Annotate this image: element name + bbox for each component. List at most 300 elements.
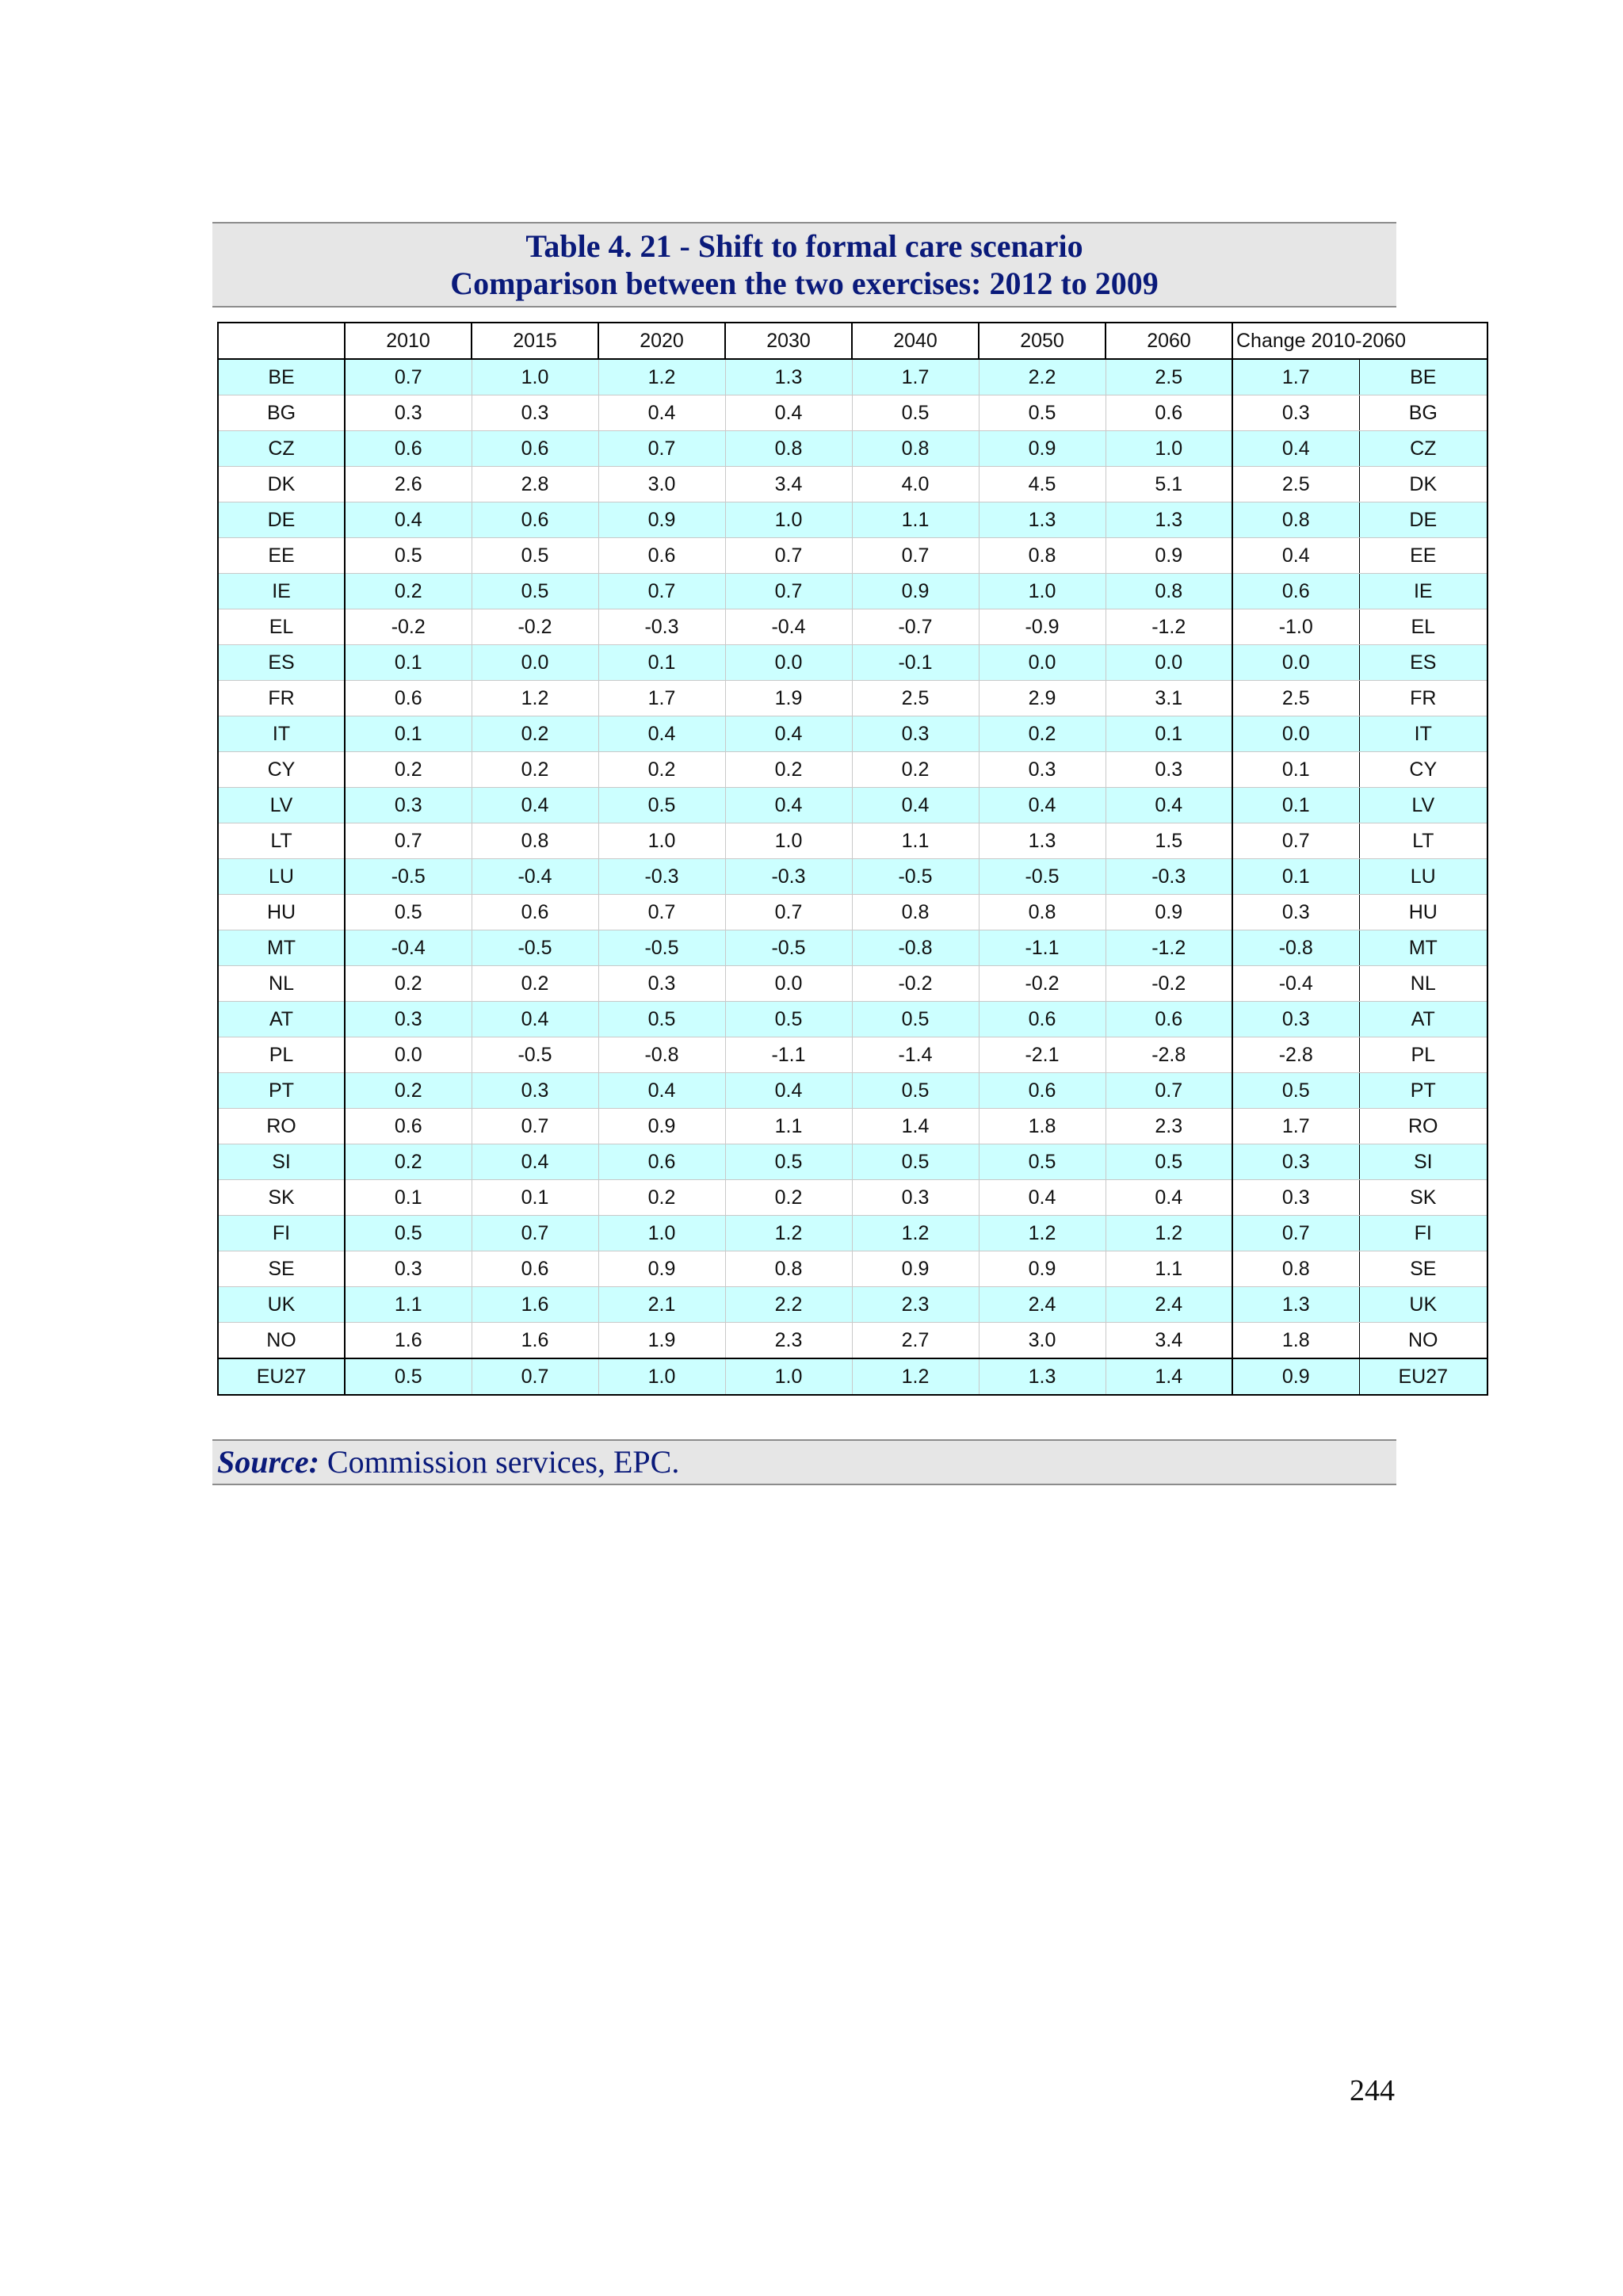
value-cell: 2.3 (1106, 1109, 1232, 1144)
value-cell: 0.0 (725, 966, 852, 1002)
value-cell: 0.1 (345, 1180, 472, 1216)
table-row (218, 752, 1487, 788)
value-cell: 1.2 (1106, 1216, 1232, 1251)
value-cell: 0.3 (979, 752, 1106, 788)
value-cell: 2.2 (725, 1287, 852, 1323)
table-row (218, 1251, 1487, 1287)
country-code-cell: SK (1359, 1180, 1487, 1216)
value-cell: 0.2 (472, 752, 598, 788)
change-cell: 1.8 (1232, 1323, 1359, 1359)
value-cell: -0.7 (852, 609, 979, 645)
country-code-cell: DK (218, 467, 345, 502)
country-code-cell: EU27 (1359, 1358, 1487, 1395)
change-cell: 0.1 (1232, 752, 1359, 788)
header-year-cell: 2030 (725, 323, 852, 359)
country-code-cell: BG (1359, 395, 1487, 431)
table-row (218, 1358, 1487, 1395)
value-cell: 2.2 (979, 359, 1106, 395)
change-cell: 0.4 (1232, 538, 1359, 574)
value-cell: 0.0 (1106, 645, 1232, 681)
value-cell: 1.1 (725, 1109, 852, 1144)
table-row (218, 467, 1487, 502)
value-cell: 3.1 (1106, 681, 1232, 716)
country-code-cell: RO (218, 1109, 345, 1144)
country-code-cell: UK (218, 1287, 345, 1323)
value-cell: -0.3 (598, 859, 725, 895)
header-year-cell: 2010 (345, 323, 472, 359)
value-cell: 1.0 (725, 502, 852, 538)
value-cell: 0.6 (1106, 1002, 1232, 1037)
value-cell: 1.4 (852, 1109, 979, 1144)
value-cell: 0.6 (598, 1144, 725, 1180)
country-code-cell: MT (218, 930, 345, 966)
value-cell: 0.4 (598, 716, 725, 752)
value-cell: 0.6 (472, 431, 598, 467)
value-cell: 2.4 (979, 1287, 1106, 1323)
country-code-cell: EU27 (218, 1358, 345, 1395)
country-code-cell: LU (218, 859, 345, 895)
value-cell: -0.5 (598, 930, 725, 966)
country-code-cell: LV (218, 788, 345, 823)
value-cell: 0.0 (345, 1037, 472, 1073)
value-cell: -0.4 (472, 859, 598, 895)
value-cell: 0.3 (345, 1251, 472, 1287)
table-header-row (218, 323, 1487, 359)
header-year-cell: 2015 (472, 323, 598, 359)
country-code-cell: CY (1359, 752, 1487, 788)
country-code-cell: PT (218, 1073, 345, 1109)
country-code-cell: LT (1359, 823, 1487, 859)
country-code-cell: NL (218, 966, 345, 1002)
source-text: Commission services, EPC. (319, 1444, 680, 1480)
value-cell: 0.9 (598, 502, 725, 538)
country-code-cell: LV (1359, 788, 1487, 823)
value-cell: -0.2 (1106, 966, 1232, 1002)
value-cell: 0.8 (852, 431, 979, 467)
value-cell: 0.4 (725, 1073, 852, 1109)
country-code-cell: IE (1359, 574, 1487, 609)
value-cell: 5.1 (1106, 467, 1232, 502)
value-cell: 0.8 (1106, 574, 1232, 609)
value-cell: -0.5 (472, 930, 598, 966)
table-row (218, 895, 1487, 930)
value-cell: 0.2 (345, 574, 472, 609)
value-cell: 0.1 (345, 645, 472, 681)
value-cell: 0.9 (1106, 538, 1232, 574)
value-cell: 0.6 (598, 538, 725, 574)
value-cell: 0.3 (852, 716, 979, 752)
table-row (218, 859, 1487, 895)
country-code-cell: DK (1359, 467, 1487, 502)
value-cell: 0.2 (345, 1144, 472, 1180)
value-cell: 0.5 (979, 1144, 1106, 1180)
table-row (218, 538, 1487, 574)
value-cell: 0.4 (725, 716, 852, 752)
table-row (218, 1323, 1487, 1359)
value-cell: 1.0 (472, 359, 598, 395)
value-cell: 1.0 (725, 823, 852, 859)
change-cell: 0.9 (1232, 1358, 1359, 1395)
value-cell: 0.7 (345, 823, 472, 859)
value-cell: 0.1 (345, 716, 472, 752)
value-cell: -1.2 (1106, 930, 1232, 966)
value-cell: 1.6 (345, 1323, 472, 1359)
value-cell: 1.9 (598, 1323, 725, 1359)
value-cell: 0.8 (979, 538, 1106, 574)
value-cell: 1.3 (979, 823, 1106, 859)
value-cell: 0.3 (852, 1180, 979, 1216)
value-cell: -1.2 (1106, 609, 1232, 645)
header-corner-cell (218, 323, 345, 359)
value-cell: -0.4 (345, 930, 472, 966)
country-code-cell: DE (1359, 502, 1487, 538)
table-row (218, 788, 1487, 823)
value-cell: 1.2 (472, 681, 598, 716)
table-row (218, 681, 1487, 716)
value-cell: -0.3 (598, 609, 725, 645)
value-cell: 0.8 (979, 895, 1106, 930)
source-note (212, 1439, 1396, 1485)
value-cell: 0.6 (472, 895, 598, 930)
value-cell: 0.7 (725, 538, 852, 574)
value-cell: 0.3 (345, 395, 472, 431)
country-code-cell: ES (218, 645, 345, 681)
change-cell: 1.7 (1232, 1109, 1359, 1144)
change-cell: 0.0 (1232, 716, 1359, 752)
value-cell: 1.3 (979, 1358, 1106, 1395)
value-cell: -0.4 (725, 609, 852, 645)
value-cell: 0.8 (725, 431, 852, 467)
table-row (218, 1037, 1487, 1073)
value-cell: 0.0 (979, 645, 1106, 681)
change-cell: 0.0 (1232, 645, 1359, 681)
table-row (218, 823, 1487, 859)
table-row (218, 1180, 1487, 1216)
value-cell: 0.3 (472, 395, 598, 431)
value-cell: -0.3 (725, 859, 852, 895)
table-title-banner (212, 222, 1396, 308)
value-cell: 0.2 (598, 1180, 725, 1216)
value-cell: 0.5 (472, 538, 598, 574)
source-label: Source: (217, 1444, 319, 1480)
value-cell: 0.7 (345, 359, 472, 395)
country-code-cell: LU (1359, 859, 1487, 895)
value-cell: -2.1 (979, 1037, 1106, 1073)
value-cell: 0.7 (472, 1216, 598, 1251)
country-code-cell: UK (1359, 1287, 1487, 1323)
change-cell: 1.7 (1232, 359, 1359, 395)
value-cell: -0.5 (472, 1037, 598, 1073)
country-code-cell: RO (1359, 1109, 1487, 1144)
country-code-cell: CY (218, 752, 345, 788)
value-cell: 2.4 (1106, 1287, 1232, 1323)
value-cell: -0.2 (345, 609, 472, 645)
value-cell: 0.6 (472, 502, 598, 538)
value-cell: 0.7 (598, 574, 725, 609)
value-cell: 1.6 (472, 1323, 598, 1359)
change-cell: -0.4 (1232, 966, 1359, 1002)
value-cell: 0.6 (345, 681, 472, 716)
value-cell: 0.7 (472, 1109, 598, 1144)
value-cell: 0.4 (725, 788, 852, 823)
value-cell: 0.4 (979, 1180, 1106, 1216)
value-cell: 3.4 (725, 467, 852, 502)
value-cell: 0.9 (979, 431, 1106, 467)
value-cell: 1.0 (598, 823, 725, 859)
value-cell: 0.7 (725, 895, 852, 930)
country-code-cell: FI (218, 1216, 345, 1251)
value-cell: 1.3 (979, 502, 1106, 538)
table-row (218, 1287, 1487, 1323)
table-row (218, 502, 1487, 538)
value-cell: 0.5 (852, 1144, 979, 1180)
value-cell: 0.6 (345, 431, 472, 467)
value-cell: 0.7 (598, 431, 725, 467)
country-code-cell: NL (1359, 966, 1487, 1002)
value-cell: 0.4 (1106, 1180, 1232, 1216)
value-cell: 0.9 (598, 1109, 725, 1144)
country-code-cell: FI (1359, 1216, 1487, 1251)
value-cell: 2.3 (852, 1287, 979, 1323)
value-cell: 3.0 (979, 1323, 1106, 1359)
value-cell: 0.1 (1106, 716, 1232, 752)
country-code-cell: CZ (218, 431, 345, 467)
value-cell: 2.5 (852, 681, 979, 716)
value-cell: 0.8 (725, 1251, 852, 1287)
country-code-cell: NO (1359, 1323, 1487, 1359)
value-cell: 0.1 (598, 645, 725, 681)
value-cell: 0.5 (345, 1358, 472, 1395)
change-cell: 0.3 (1232, 395, 1359, 431)
value-cell: 0.6 (345, 1109, 472, 1144)
value-cell: 1.9 (725, 681, 852, 716)
value-cell: -0.2 (852, 966, 979, 1002)
change-cell: 0.1 (1232, 859, 1359, 895)
value-cell: 2.6 (345, 467, 472, 502)
value-cell: 1.2 (852, 1216, 979, 1251)
table-row (218, 966, 1487, 1002)
value-cell: 2.5 (1106, 359, 1232, 395)
country-code-cell: BE (1359, 359, 1487, 395)
change-cell: 1.3 (1232, 1287, 1359, 1323)
country-code-cell: FR (1359, 681, 1487, 716)
table-row (218, 395, 1487, 431)
header-year-cell: 2020 (598, 323, 725, 359)
table-subtitle: Comparison between the two exercises: 2012 to 2009 (450, 266, 1159, 301)
value-cell: 0.9 (1106, 895, 1232, 930)
table-row (218, 645, 1487, 681)
value-cell: 1.0 (725, 1358, 852, 1395)
value-cell: 0.7 (852, 538, 979, 574)
value-cell: -0.9 (979, 609, 1106, 645)
value-cell: -0.3 (1106, 859, 1232, 895)
value-cell: 0.5 (852, 1073, 979, 1109)
value-cell: 0.4 (472, 1144, 598, 1180)
value-cell: 0.2 (345, 752, 472, 788)
change-cell: 0.5 (1232, 1073, 1359, 1109)
value-cell: 0.7 (598, 895, 725, 930)
value-cell: -0.5 (979, 859, 1106, 895)
value-cell: 0.4 (979, 788, 1106, 823)
country-code-cell: SI (218, 1144, 345, 1180)
country-code-cell: FR (218, 681, 345, 716)
value-cell: 1.8 (979, 1109, 1106, 1144)
country-code-cell: SE (218, 1251, 345, 1287)
value-cell: 0.6 (1106, 395, 1232, 431)
value-cell: 2.9 (979, 681, 1106, 716)
value-cell: 0.1 (472, 1180, 598, 1216)
change-cell: 0.3 (1232, 1144, 1359, 1180)
change-cell: -2.8 (1232, 1037, 1359, 1073)
value-cell: 0.5 (725, 1144, 852, 1180)
country-code-cell: SE (1359, 1251, 1487, 1287)
table-row (218, 1109, 1487, 1144)
country-code-cell: HU (1359, 895, 1487, 930)
value-cell: 0.4 (852, 788, 979, 823)
value-cell: -0.8 (852, 930, 979, 966)
table-row (218, 1073, 1487, 1109)
change-cell: 0.8 (1232, 1251, 1359, 1287)
value-cell: -0.5 (345, 859, 472, 895)
value-cell: 0.5 (345, 538, 472, 574)
country-code-cell: BE (218, 359, 345, 395)
value-cell: 1.7 (598, 681, 725, 716)
country-code-cell: AT (218, 1002, 345, 1037)
value-cell: 3.0 (598, 467, 725, 502)
country-code-cell: HU (218, 895, 345, 930)
table-row (218, 1216, 1487, 1251)
change-cell: -0.8 (1232, 930, 1359, 966)
value-cell: 1.6 (472, 1287, 598, 1323)
country-code-cell: MT (1359, 930, 1487, 966)
change-cell: 0.3 (1232, 1002, 1359, 1037)
value-cell: 0.2 (472, 966, 598, 1002)
value-cell: -0.5 (725, 930, 852, 966)
value-cell: 2.8 (472, 467, 598, 502)
value-cell: 4.5 (979, 467, 1106, 502)
value-cell: 0.6 (472, 1251, 598, 1287)
value-cell: 0.6 (979, 1073, 1106, 1109)
header-year-cell: 2050 (979, 323, 1106, 359)
value-cell: 0.9 (598, 1251, 725, 1287)
table-row (218, 359, 1487, 395)
value-cell: 0.3 (345, 1002, 472, 1037)
value-cell: -1.1 (725, 1037, 852, 1073)
country-code-cell: EL (218, 609, 345, 645)
value-cell: 1.3 (1106, 502, 1232, 538)
value-cell: 0.5 (345, 1216, 472, 1251)
value-cell: 1.2 (725, 1216, 852, 1251)
value-cell: 1.0 (979, 574, 1106, 609)
table-row (218, 930, 1487, 966)
change-cell: -1.0 (1232, 609, 1359, 645)
value-cell: 2.3 (725, 1323, 852, 1359)
value-cell: 0.5 (852, 395, 979, 431)
value-cell: 0.3 (472, 1073, 598, 1109)
country-code-cell: NO (218, 1323, 345, 1359)
value-cell: 0.7 (1106, 1073, 1232, 1109)
value-cell: 0.4 (598, 1073, 725, 1109)
change-cell: 0.8 (1232, 502, 1359, 538)
value-cell: 0.2 (852, 752, 979, 788)
value-cell: -0.8 (598, 1037, 725, 1073)
value-cell: 0.0 (725, 645, 852, 681)
country-code-cell: CZ (1359, 431, 1487, 467)
country-code-cell: ES (1359, 645, 1487, 681)
value-cell: 0.3 (345, 788, 472, 823)
change-cell: 0.3 (1232, 1180, 1359, 1216)
value-cell: 0.5 (472, 574, 598, 609)
table-row (218, 716, 1487, 752)
country-code-cell: BG (218, 395, 345, 431)
value-cell: -2.8 (1106, 1037, 1232, 1073)
change-cell: 0.1 (1232, 788, 1359, 823)
value-cell: 1.3 (725, 359, 852, 395)
value-cell: 2.7 (852, 1323, 979, 1359)
value-cell: 0.2 (472, 716, 598, 752)
value-cell: -1.1 (979, 930, 1106, 966)
country-code-cell: EE (1359, 538, 1487, 574)
value-cell: 0.5 (979, 395, 1106, 431)
value-cell: 1.1 (1106, 1251, 1232, 1287)
page-number: 244 (1350, 2074, 1395, 2107)
value-cell: -0.1 (852, 645, 979, 681)
country-code-cell: IT (1359, 716, 1487, 752)
value-cell: 0.4 (472, 1002, 598, 1037)
country-code-cell: PT (1359, 1073, 1487, 1109)
value-cell: 0.4 (725, 395, 852, 431)
value-cell: 0.2 (598, 752, 725, 788)
value-cell: 0.3 (598, 966, 725, 1002)
value-cell: -0.5 (852, 859, 979, 895)
value-cell: 1.2 (852, 1358, 979, 1395)
value-cell: 0.5 (345, 895, 472, 930)
change-cell: 0.4 (1232, 431, 1359, 467)
value-cell: 0.8 (852, 895, 979, 930)
value-cell: 1.1 (852, 502, 979, 538)
value-cell: 1.2 (598, 359, 725, 395)
country-code-cell: LT (218, 823, 345, 859)
value-cell: 0.0 (472, 645, 598, 681)
country-code-cell: EE (218, 538, 345, 574)
country-code-cell: PL (218, 1037, 345, 1073)
country-code-cell: EL (1359, 609, 1487, 645)
value-cell: 0.5 (852, 1002, 979, 1037)
value-cell: 4.0 (852, 467, 979, 502)
value-cell: 1.4 (1106, 1358, 1232, 1395)
header-year-cell: 2060 (1106, 323, 1232, 359)
table-row (218, 574, 1487, 609)
table-title: Table 4. 21 - Shift to formal care scenario (525, 228, 1083, 264)
value-cell: 0.7 (472, 1358, 598, 1395)
value-cell: 1.2 (979, 1216, 1106, 1251)
country-code-cell: SI (1359, 1144, 1487, 1180)
value-cell: 1.0 (598, 1358, 725, 1395)
value-cell: 0.5 (725, 1002, 852, 1037)
value-cell: 0.2 (725, 1180, 852, 1216)
value-cell: 0.4 (1106, 788, 1232, 823)
value-cell: 0.2 (725, 752, 852, 788)
value-cell: 2.1 (598, 1287, 725, 1323)
value-cell: 1.7 (852, 359, 979, 395)
value-cell: 0.9 (979, 1251, 1106, 1287)
value-cell: 1.0 (1106, 431, 1232, 467)
change-cell: 0.7 (1232, 1216, 1359, 1251)
value-cell: 0.7 (725, 574, 852, 609)
header-year-cell: 2040 (852, 323, 979, 359)
table-body (218, 359, 1487, 1395)
country-code-cell: SK (218, 1180, 345, 1216)
